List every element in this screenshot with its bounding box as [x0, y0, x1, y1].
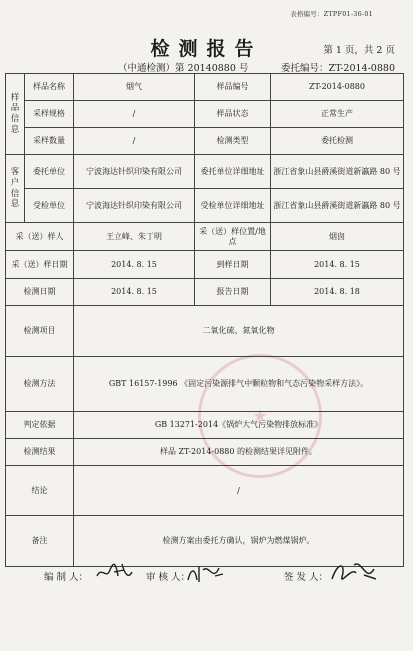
table-row [6, 439, 404, 466]
sampling-quantity-value: / [74, 128, 195, 155]
table-row [6, 251, 404, 279]
table-row [6, 128, 404, 155]
table-row [6, 74, 404, 101]
table-row [6, 189, 404, 223]
inspected-unit-label: 受检单位 [25, 189, 74, 223]
sample-state-label: 样品状态 [195, 101, 271, 128]
table-row [6, 155, 404, 189]
commission-address-label: 委托单位详细地址 [195, 155, 271, 189]
sample-state-value: 正常生产 [271, 101, 404, 128]
test-date-label: 检测日期 [6, 279, 74, 306]
sampling-spec-label: 采样规格 [25, 101, 74, 128]
report-table [5, 73, 404, 567]
judgment-basis-label: 判定依据 [6, 412, 74, 439]
test-items-label: 检测项目 [6, 306, 74, 357]
report-date-label: 报告日期 [195, 279, 271, 306]
sampling-spec-value: / [74, 101, 195, 128]
inspected-unit-value: 宁波海达针织印染有限公司 [74, 189, 195, 223]
arrival-date-value: 2014. 8. 15 [271, 251, 404, 279]
sample-number-value: ZT-2014-0880 [271, 74, 404, 101]
table-row [6, 466, 404, 516]
sample-number-label: 样品编号 [195, 74, 271, 101]
sample-info-group-label: 样品信息 [6, 74, 25, 155]
commission-number: 委托编号：ZT-2014-0880 [281, 63, 395, 74]
table-row [6, 223, 404, 251]
sampling-location-value: 烟囱 [271, 223, 404, 251]
page-title: 检测报告 [150, 38, 263, 60]
sample-name-value: 烟气 [74, 74, 195, 101]
test-result-value: 样品 ZT-2014-0880 的检测结果详见附件。 [74, 439, 404, 466]
sampling-person-value: 王立峰、朱丁明 [74, 223, 195, 251]
form-number: 表格编号：ZTPF01-36-01 [290, 10, 373, 18]
test-method-label: 检测方法 [6, 357, 74, 412]
table-row [6, 101, 404, 128]
judgment-basis-value: GB 13271-2014《锅炉大气污染物排放标准》 [74, 412, 404, 439]
table-row [6, 306, 404, 357]
conclusion-label: 结论 [6, 466, 74, 516]
report-number: （中通检测）第 20140880 号 [118, 63, 249, 74]
test-type-value: 委托检测 [271, 128, 404, 155]
sample-name-label: 样品名称 [25, 74, 74, 101]
inspected-address-label: 受检单位详细地址 [195, 189, 271, 223]
sampling-location-label: 采（送）样位置/地点 [195, 223, 271, 251]
report-date-value: 2014. 8. 18 [271, 279, 404, 306]
test-type-label: 检测类型 [195, 128, 271, 155]
conclusion-value: / [74, 466, 404, 516]
commission-address-value: 浙江省象山县爵溪街道新瀛路 80 号 [271, 155, 404, 189]
sampling-date-value: 2014. 8. 15 [74, 251, 195, 279]
table-row [6, 279, 404, 306]
inspected-address-value: 浙江省象山县爵溪街道新瀛路 80 号 [271, 189, 404, 223]
client-info-group-label: 客户信息 [6, 155, 25, 223]
commission-unit-label: 委托单位 [25, 155, 74, 189]
reviewer-signature [185, 560, 225, 586]
issuer-label: 签 发 人： [284, 572, 329, 583]
remark-label: 备注 [6, 516, 74, 567]
test-method-value: GBT 16157-1996 《固定污染源排气中颗粒物和气态污染物采样方法》。 [74, 357, 404, 412]
test-items-value: 二氧化硫、氮氧化物 [74, 306, 404, 357]
arrival-date-label: 到样日期 [195, 251, 271, 279]
table-row [6, 357, 404, 412]
sampling-quantity-label: 采样数量 [25, 128, 74, 155]
test-date-value: 2014. 8. 15 [74, 279, 195, 306]
page-number: 第 1 页，共 2 页 [323, 45, 395, 56]
issuer-signature [328, 557, 380, 589]
reviewer-label: 审 核 人： [146, 572, 191, 583]
compiler-signature [94, 560, 134, 586]
sampling-date-label: 采（送）样日期 [6, 251, 74, 279]
compiler-label: 编 制 人： [44, 572, 89, 583]
table-row [6, 412, 404, 439]
test-result-label: 检测结果 [6, 439, 74, 466]
commission-unit-value: 宁波海达针织印染有限公司 [74, 155, 195, 189]
remark-value: 检测方案由委托方确认，锅炉为燃煤锅炉。 [74, 516, 404, 567]
sampling-person-label: 采（送）样人 [6, 223, 74, 251]
